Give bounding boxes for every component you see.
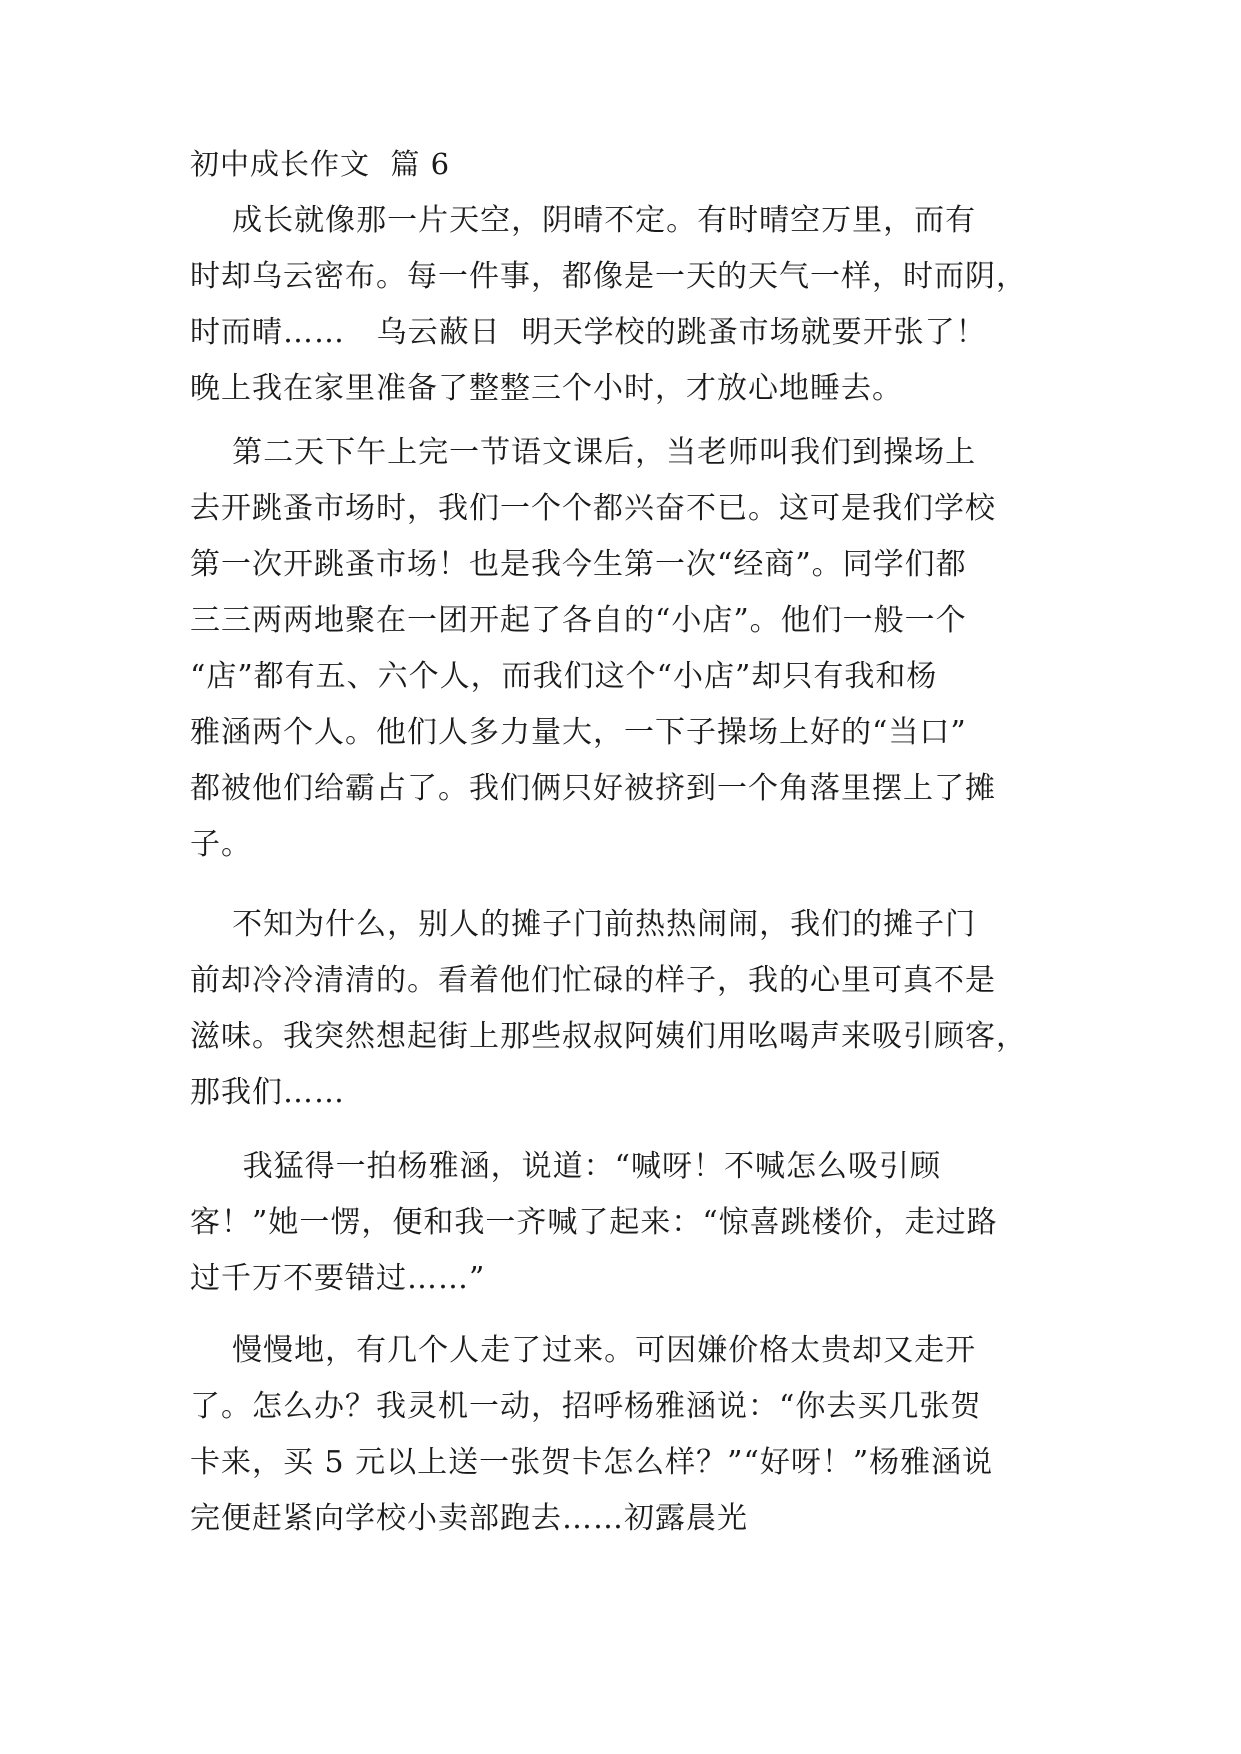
text-line: 时而晴…… 乌云蔽日 明天学校的跳蚤市场就要开张了！: [190, 315, 987, 350]
text-line: 慢慢地，有几个人走了过来。可因嫌价格太贵却又走开: [190, 1333, 977, 1368]
text-line: 雅涵两个人。他们人多力量大，一下子操场上好的“当口”: [190, 715, 967, 750]
text-line: 晚上我在家里准备了整整三个小时，才放心地睡去。: [190, 371, 903, 406]
text-line: 滋味。我突然想起街上那些叔叔阿姨们用吆喝声来吸引顾客，: [190, 1019, 1027, 1054]
text-line: 卡来，买 5 元以上送一张贺卡怎么样？”“好呀！”杨雅涵说: [190, 1445, 994, 1480]
text-line: 我猛得一拍杨雅涵，说道：“喊呀！不喊怎么吸引顾: [190, 1149, 942, 1184]
text-line: “店”都有五、六个人，而我们这个“小店”却只有我和杨: [190, 659, 938, 694]
text-line: 了。怎么办？我灵机一动，招呼杨雅涵说：“你去买几张贺: [190, 1389, 982, 1424]
text-line: 子。: [190, 827, 252, 862]
text-line: 第二天下午上完一节语文课后，当老师叫我们到操场上: [190, 435, 977, 470]
text-line: 三三两两地聚在一团开起了各自的“小店”。他们一般一个: [190, 603, 967, 638]
document-title: 初中成长作文 篇 6: [190, 147, 451, 181]
text-line: 前却冷冷清清的。看着他们忙碌的样子，我的心里可真不是: [190, 963, 996, 998]
text-line: 完便赶紧向学校小卖部跑去……初露晨光: [190, 1501, 748, 1536]
text-line: 客！”她一愣，便和我一齐喊了起来：“惊喜跳楼价，走过路: [190, 1205, 998, 1240]
text-line: 不知为什么，别人的摊子门前热热闹闹，我们的摊子门: [190, 907, 977, 942]
text-line: 时却乌云密布。每一件事，都像是一天的天气一样，时而阴，: [190, 259, 1027, 294]
text-line: 都被他们给霸占了。我们俩只好被挤到一个角落里摆上了摊: [190, 771, 996, 806]
text-line: 去开跳蚤市场时，我们一个个都兴奋不已。这可是我们学校: [190, 491, 996, 526]
text-line: 成长就像那一片天空，阴晴不定。有时晴空万里，而有: [190, 203, 977, 238]
text-line: 过千万不要错过……”: [190, 1261, 486, 1296]
text-line: 第一次开跳蚤市场！也是我今生第一次“经商”。同学们都: [190, 547, 967, 582]
text-line: 那我们……: [190, 1075, 345, 1110]
